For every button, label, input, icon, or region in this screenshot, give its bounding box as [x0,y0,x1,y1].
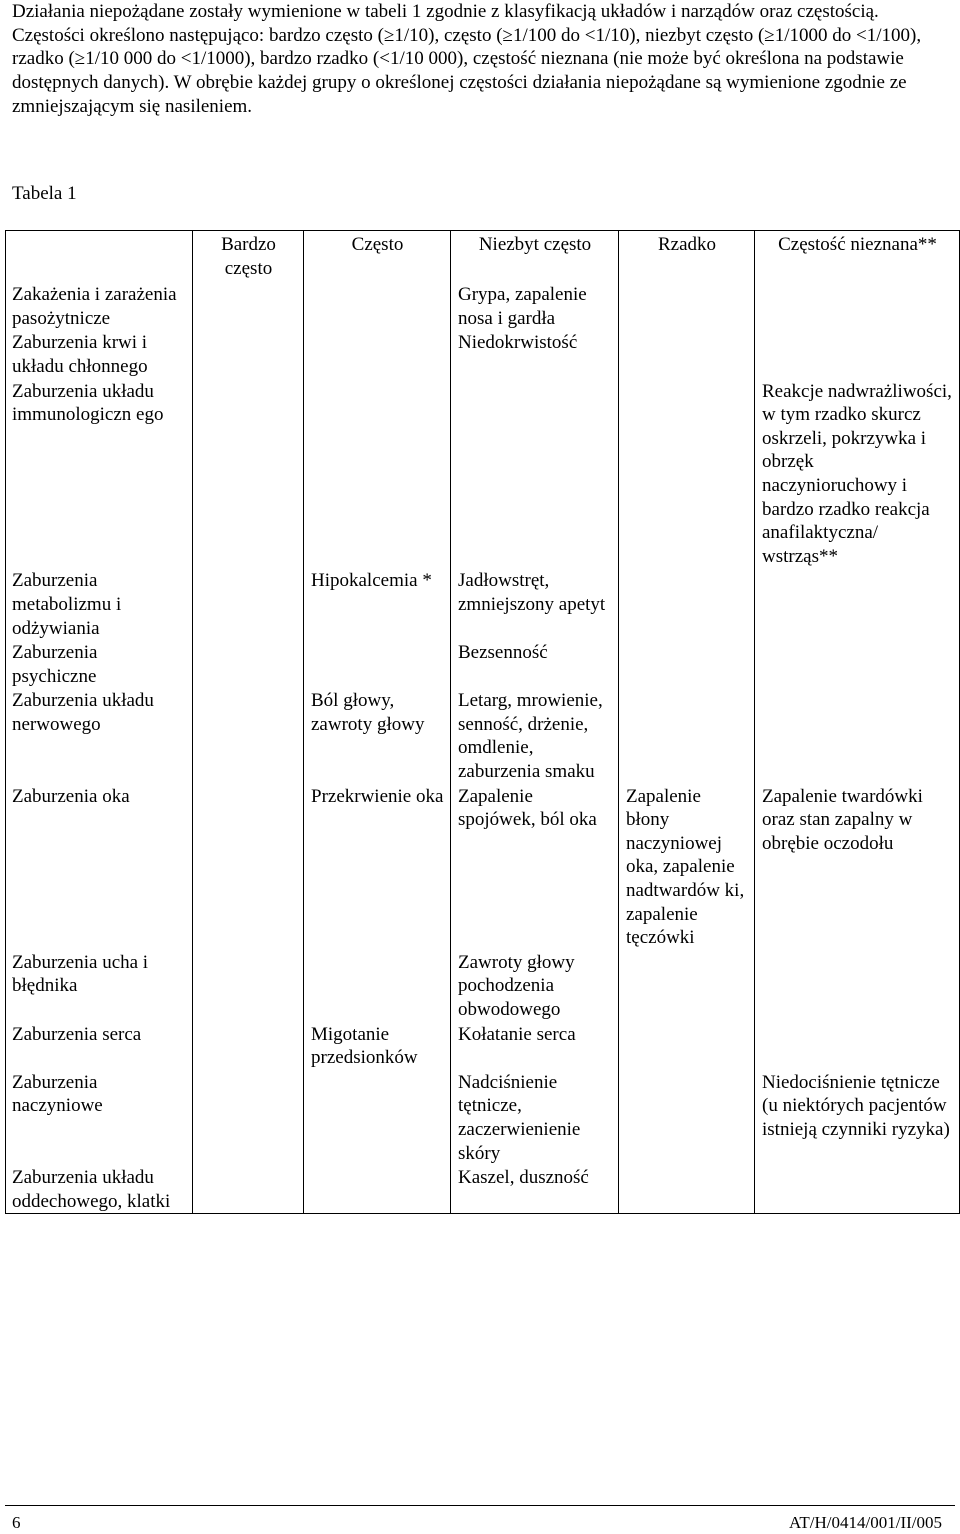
common-cell: Ból głowy, zawroty głowy [304,688,451,783]
uncommon-cell: Bezsenność [451,640,619,688]
very-common-cell [193,688,304,783]
very-common-cell [193,1022,304,1070]
unknown-cell [755,1165,960,1214]
common-cell: Hipokalcemia * [304,568,451,640]
common-cell [304,640,451,688]
uncommon-cell: Zawroty głowy pochodzenia obwodowego [451,950,619,1022]
uncommon-cell: Kołatanie serca [451,1022,619,1070]
table-row [6,282,960,330]
soc-cell: Zaburzenia psychiczne [6,640,193,688]
soc-cell: Zaburzenia serca [6,1022,193,1070]
page-number: 6 [12,1513,21,1532]
very-common-cell [193,330,304,378]
adverse-effects-table [5,230,960,1214]
soc-cell: Zakażenia i zarażenia pasożytnicze [6,282,193,330]
unknown-cell: Zapalenie twardówki oraz stan zapalny w obrębie oczodołu [755,784,960,950]
rare-cell [619,282,755,330]
very-common-cell [193,640,304,688]
table-row [6,1070,960,1165]
unknown-cell [755,950,960,1022]
soc-cell: Zaburzenia metabolizmu i odżywiania [6,568,193,640]
table-row [6,330,960,378]
unknown-cell: Reakcje nadwrażliwości, w tym rzadko skurcz oskrzeli, pokrzywka i obrzęk naczynioruchowy i bardzo rzadko reakcja anafilaktyczna/ wstrząs** [755,379,960,569]
soc-cell: Zaburzenia naczyniowe [6,1070,193,1165]
uncommon-cell: Niedokrwistość [451,330,619,378]
table-row [6,688,960,783]
soc-cell: Zaburzenia układu oddechowego, klatki [6,1165,193,1214]
very-common-cell [193,568,304,640]
unknown-cell [755,282,960,330]
soc-cell: Zaburzenia ucha i błędnika [6,950,193,1022]
table-title: Tabela 1 [12,183,77,204]
table-header-row [6,231,960,283]
common-cell [304,379,451,569]
uncommon-cell: Nadciśnienie tętnicze, zaczerwienienie skóry [451,1070,619,1165]
unknown-cell [755,640,960,688]
rare-cell: Zapalenie błony naczyniowej oka, zapalenie nadtwardów ki, zapalenie tęczówki [619,784,755,950]
very-common-cell [193,950,304,1022]
uncommon-cell: Letarg, mrowienie, senność, drżenie, omdlenie, zaburzenia smaku [451,688,619,783]
rare-cell [619,379,755,569]
common-cell [304,282,451,330]
header-unknown: Częstość nieznana** [755,231,960,283]
table-row [6,950,960,1022]
uncommon-cell [451,379,619,569]
very-common-cell [193,1165,304,1214]
common-cell [304,950,451,1022]
rare-cell [619,1165,755,1214]
rare-cell [619,688,755,783]
common-cell: Migotanie przedsionków [304,1022,451,1070]
table-row [6,1165,960,1214]
rare-cell [619,950,755,1022]
table-row [6,784,960,950]
common-cell [304,1070,451,1165]
very-common-cell [193,784,304,950]
rare-cell [619,1022,755,1070]
soc-cell: Zaburzenia krwi i układu chłonnego [6,330,193,378]
rare-cell [619,1070,755,1165]
table-row [6,568,960,640]
header-common: Często [304,231,451,283]
rare-cell [619,640,755,688]
table-row [6,1022,960,1070]
very-common-cell [193,379,304,569]
rare-cell [619,568,755,640]
uncommon-cell: Kaszel, duszność [451,1165,619,1214]
uncommon-cell: Grypa, zapalenie nosa i gardła [451,282,619,330]
unknown-cell [755,330,960,378]
unknown-cell: Niedociśnienie tętnicze (u niektórych pacjentów istnieją czynniki ryzyka) [755,1070,960,1165]
table-row [6,379,960,569]
document-code: AT/H/0414/001/II/005 [789,1513,942,1532]
unknown-cell [755,1022,960,1070]
very-common-cell [193,1070,304,1165]
soc-cell: Zaburzenia układu nerwowego [6,688,193,783]
soc-cell: Zaburzenia oka [6,784,193,950]
unknown-cell [755,688,960,783]
soc-cell: Zaburzenia układu immunologiczn ego [6,379,193,569]
header-soc [6,231,193,283]
rare-cell [619,330,755,378]
header-uncommon: Niezbyt często [451,231,619,283]
intro-paragraph: Działania niepożądane zostały wymienione w tabeli 1 zgodnie z klasyfikacją układów i narządów oraz częstością. Częstości określono następująco: bardzo często (≥1/10), często (≥1/100 do <1/10), niezbyt często (≥1/1000 do <1/100), rzadko (≥1/10 000 do <1/1000), bardzo rzadko (<1/10 000), częstość nieznana (nie może być określona na podstawie dostępnych danych). W obrębie każdej grupy o określonej częstości działania niepożądane są wymienione zgodnie ze zmniejszającym się nasileniem. [12,1,922,117]
footer-divider [5,1505,955,1506]
common-cell: Przekrwienie oka [304,784,451,950]
common-cell [304,330,451,378]
uncommon-cell: Zapalenie spojówek, ból oka [451,784,619,950]
very-common-cell [193,282,304,330]
uncommon-cell: Jadłowstręt, zmniejszony apetyt [451,568,619,640]
unknown-cell [755,568,960,640]
header-rare: Rzadko [619,231,755,283]
table-row [6,640,960,688]
common-cell [304,1165,451,1214]
header-very-common: Bardzo często [193,231,304,283]
